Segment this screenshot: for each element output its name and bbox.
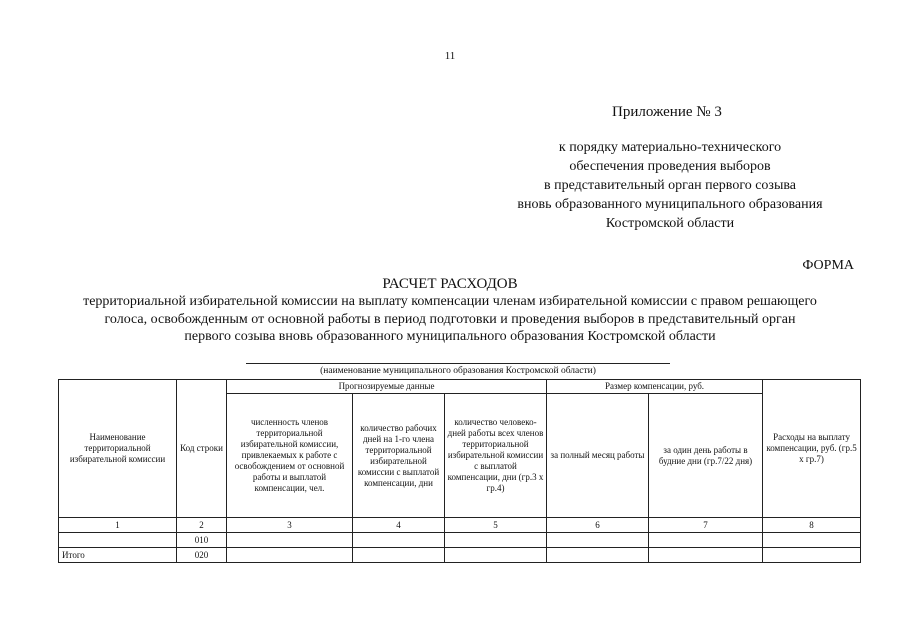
empty-cell bbox=[445, 548, 547, 563]
header-work-days: количество рабочих дней на 1-го члена территориальной избирательной комиссии с выплатой компенсации, дни bbox=[353, 394, 445, 518]
empty-cell bbox=[227, 533, 353, 548]
empty-cell bbox=[547, 548, 649, 563]
row-name-cell bbox=[59, 533, 177, 548]
empty-cell bbox=[763, 548, 861, 563]
empty-cell bbox=[353, 548, 445, 563]
row-code-cell: 010 bbox=[177, 533, 227, 548]
header-total-expenses: Расходы на выплату компенсации, руб. (гр.5 х гр.7) bbox=[763, 380, 861, 518]
header-members-count: численность членов территориальной избирательной комиссии, привлекаемых к работе с освобождением от основной работы и выплатой компенсации, чел. bbox=[227, 394, 353, 518]
table-row-total bbox=[59, 548, 861, 563]
table-row bbox=[59, 533, 861, 548]
appendix-heading: Приложение № 3 bbox=[612, 104, 722, 120]
header-daily-compensation: за один день работы в будние дни (гр.7/22 дня) bbox=[649, 394, 763, 518]
header-row-code: Код строки bbox=[177, 380, 227, 518]
header-forecast-group: Прогнозируемые данные bbox=[227, 380, 547, 394]
municipality-name-line bbox=[246, 363, 670, 364]
form-label: ФОРМА bbox=[802, 258, 854, 273]
appendix-reference bbox=[470, 138, 870, 233]
document-subtitle bbox=[40, 293, 860, 346]
expense-calculation-table bbox=[58, 379, 861, 563]
municipality-caption: (наименование муниципального образования Костромской области) bbox=[320, 366, 596, 376]
column-number: 1 bbox=[59, 518, 177, 533]
empty-cell bbox=[649, 548, 763, 563]
empty-cell bbox=[763, 533, 861, 548]
subtitle-line: территориальной избирательной комиссии на выплату компенсации членам избирательной комиссии с правом решающего bbox=[83, 294, 817, 309]
header-compensation-group: Размер компенсации, руб. bbox=[547, 380, 763, 394]
page-number: 11 bbox=[444, 50, 456, 62]
row-name-cell: Итого bbox=[59, 548, 177, 563]
column-number: 3 bbox=[227, 518, 353, 533]
empty-cell bbox=[227, 548, 353, 563]
appendix-reference-line: обеспечения проведения выборов bbox=[569, 159, 771, 174]
subtitle-line: голоса, освобожденным от основной работы в период подготовки и проведения выборов в представительный орган bbox=[104, 311, 796, 327]
column-number: 7 bbox=[649, 518, 763, 533]
appendix-reference-line: Костромской области bbox=[605, 216, 735, 231]
empty-cell bbox=[649, 533, 763, 548]
column-number: 4 bbox=[353, 518, 445, 533]
row-code-cell: 020 bbox=[177, 548, 227, 563]
header-person-days: количество человеко-дней работы всех членов территориальной избирательной комиссии с выплатой компенсации, дни (гр.3 х гр.4) bbox=[445, 394, 547, 518]
document-title: РАСЧЕТ РАСХОДОВ bbox=[382, 276, 518, 292]
column-number: 2 bbox=[177, 518, 227, 533]
header-commission-name: Наименование территориальной избирательной комиссии bbox=[59, 380, 177, 518]
appendix-reference-line: к порядку материально-технического bbox=[558, 140, 782, 155]
empty-cell bbox=[445, 533, 547, 548]
empty-cell bbox=[547, 533, 649, 548]
column-number: 6 bbox=[547, 518, 649, 533]
column-number: 8 bbox=[763, 518, 861, 533]
header-monthly-compensation: за полный месяц работы bbox=[547, 394, 649, 518]
appendix-reference-line: вновь образованного муниципального образования bbox=[517, 197, 823, 212]
empty-cell bbox=[353, 533, 445, 548]
subtitle-line: первого созыва вновь образованного муниципального образования Костромской области bbox=[184, 329, 716, 344]
appendix-reference-line: в представительный орган первого созыва bbox=[543, 178, 797, 193]
column-number: 5 bbox=[445, 518, 547, 533]
